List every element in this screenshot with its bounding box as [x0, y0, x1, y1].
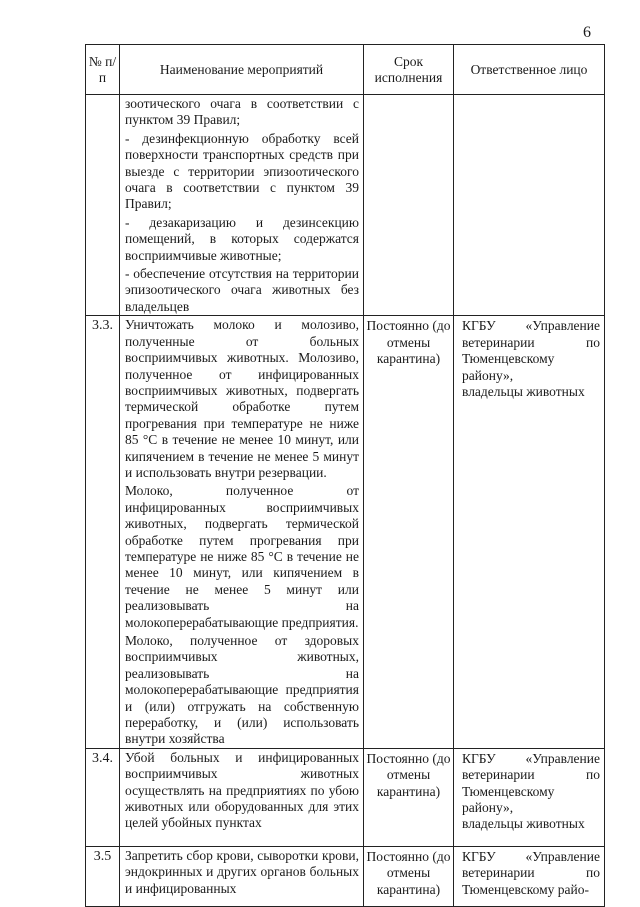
term-cell: Постоянно (до отмены карантина)	[364, 748, 454, 846]
page-number: 6	[583, 24, 591, 41]
header-num: № п/п	[86, 45, 120, 95]
header-responsible: Ответственное лицо	[454, 45, 605, 95]
measure-paragraph: зоотического очага в соответствии с пунктом 39 Правил;	[125, 96, 359, 128]
measure-description	[120, 316, 364, 749]
measure-paragraph: Запретить сбор крови, сыворотки крови, эндокринных и других органов больных и инфицированных	[125, 847, 359, 896]
table-row	[86, 95, 605, 316]
measure-description	[120, 846, 364, 906]
table-header-row	[86, 45, 605, 95]
responsible-line: владельцы животных	[462, 816, 585, 832]
measure-paragraph: Молоко, полученное от инфицированных восприимчивых животных, подвергать термической обработке путем прогревания при температуре не ниже 85 °С в течение не менее 10 минут, или кипячением в течение не менее 5 минут или реализовывать на молокоперерабатывающие предприятия.	[125, 483, 359, 630]
row-number	[86, 95, 120, 316]
table-row	[86, 748, 605, 846]
responsible-line: КГБУ «Управление ветеринарии по Тюменцевскому району»,	[462, 318, 600, 383]
measure-paragraph: - обеспечение отсутствия на территории эпизоотического очага животных без владельцев	[125, 266, 359, 314]
responsible-cell	[454, 748, 605, 846]
responsible-cell	[454, 316, 605, 749]
term-cell	[364, 95, 454, 316]
header-name: Наименование мероприятий	[120, 45, 364, 95]
responsible-cell	[454, 846, 605, 906]
term-cell: Постоянно (до отмены карантина)	[364, 846, 454, 906]
measure-paragraph: Убой больных и инфицированных восприимчивых животных осуществлять на предприятиях по убою животных или оборудованных для этих целей убойных пунктах	[125, 749, 359, 831]
measures-table	[85, 44, 605, 907]
row-number: 3.5	[86, 846, 120, 906]
row-number: 3.4.	[86, 748, 120, 846]
table-row	[86, 846, 605, 906]
measure-description	[120, 748, 364, 846]
responsible-line: владельцы животных	[462, 383, 585, 399]
header-term: Срок исполнения	[364, 45, 454, 95]
responsible-cell	[454, 95, 605, 316]
measure-paragraph: - дезинфекционную обработку всей поверхности транспортных средств при выезде с территории эпизоотического очага в соответствии с пунктом 39 Правил;	[125, 130, 359, 212]
responsible-line: КГБУ «Управление ветеринарии по Тюменцевскому району»,	[462, 750, 600, 816]
term-cell: Постоянно (до отмены карантина)	[364, 316, 454, 749]
measure-paragraph: Уничтожать молоко и молозиво, полученные от больных восприимчивых животных. Молозиво, полученное от инфицированных восприимчивых животных, подвергать термической обработке путем прогревания при температуре не ниже 85 °С в течение не менее 10 минут, или кипячением в течение не менее 5 минут и использовать внутри резервации.	[125, 317, 359, 480]
measure-paragraph: Молоко, полученное от здоровых восприимчивых животных, реализовывать на молокоперерабатывающие предприятия и (или) отгружать на собственную переработку, и (или) использовать внутри хозяйства	[125, 633, 359, 747]
row-number: 3.3.	[86, 316, 120, 749]
measure-paragraph: - дезакаризацию и дезинсекцию помещений, в которых содержатся восприимчивые животные;	[125, 214, 359, 263]
table-row	[86, 316, 605, 749]
responsible-line: КГБУ «Управление ветеринарии по Тюменцевскому райо-	[462, 848, 600, 897]
measure-description	[120, 95, 364, 316]
